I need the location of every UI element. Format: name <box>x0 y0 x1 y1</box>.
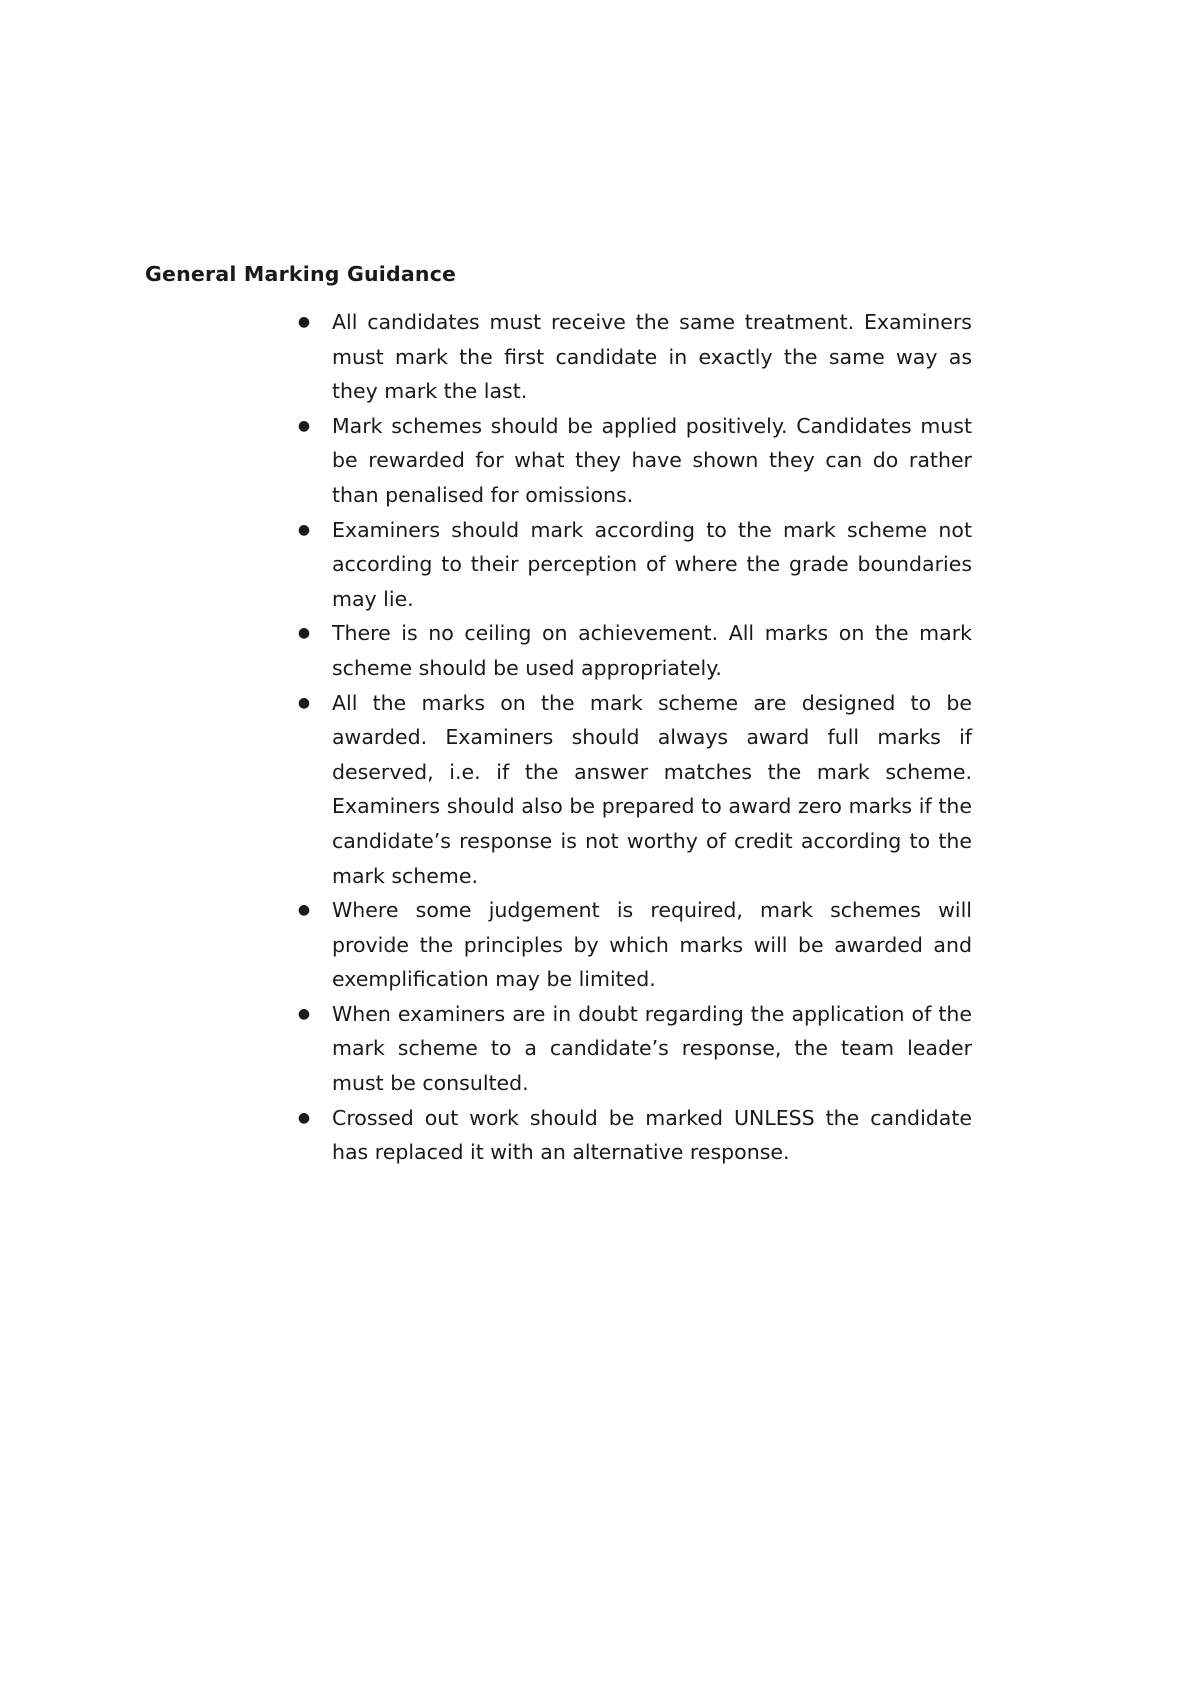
list-item-text: All the marks on the mark scheme are designed to be awarded. Examiners should always award full marks if deserved, i.e. if the answer matches the mark scheme. Examiners should also be prepared to award zero marks if the candidate’s response is not worthy of credit according to the mark scheme. <box>332 690 972 888</box>
list-item <box>292 409 972 513</box>
bullet-icon: ● <box>297 417 311 434</box>
bullet-icon: ● <box>297 902 311 919</box>
list-item <box>292 997 972 1101</box>
bullet-icon: ● <box>297 625 311 642</box>
list-item-text: Examiners should mark according to the mark scheme not according to their perception of where the grade boundaries may lie. <box>332 517 972 611</box>
list-item <box>292 513 972 617</box>
list-item-text: Crossed out work should be marked UNLESS the candidate has replaced it with an alternative response. <box>332 1105 972 1165</box>
list-item-text: There is no ceiling on achievement. All marks on the mark scheme should be used appropriately. <box>332 621 972 680</box>
list-item-text: Mark schemes should be applied positively. Candidates must be rewarded for what they have shown they can do rather than penalised for omissions. <box>332 413 972 507</box>
bullet-icon: ● <box>297 694 311 711</box>
list-item <box>292 1101 972 1170</box>
list-item <box>292 616 972 685</box>
list-item <box>292 893 972 997</box>
bullet-icon: ● <box>297 1109 311 1126</box>
list-item <box>292 686 972 894</box>
list-item <box>292 305 972 409</box>
bullet-icon: ● <box>297 314 311 330</box>
list-item-text: All candidates must receive the same treatment. Examiners must mark the first candidate in exactly the same way as they mark the last. <box>332 310 972 404</box>
list-item-text: When examiners are in doubt regarding the application of the mark scheme to a candidate’s response, the team leader must be consulted. <box>332 1001 972 1096</box>
list-item-text: Where some judgement is required, mark schemes will provide the principles by which marks will be awarded and exemplification may be limited. <box>332 898 972 992</box>
guidance-list <box>292 305 972 1170</box>
page-heading: General Marking Guidance <box>145 262 457 286</box>
bullet-icon: ● <box>297 521 311 538</box>
bullet-icon: ● <box>297 1005 311 1022</box>
